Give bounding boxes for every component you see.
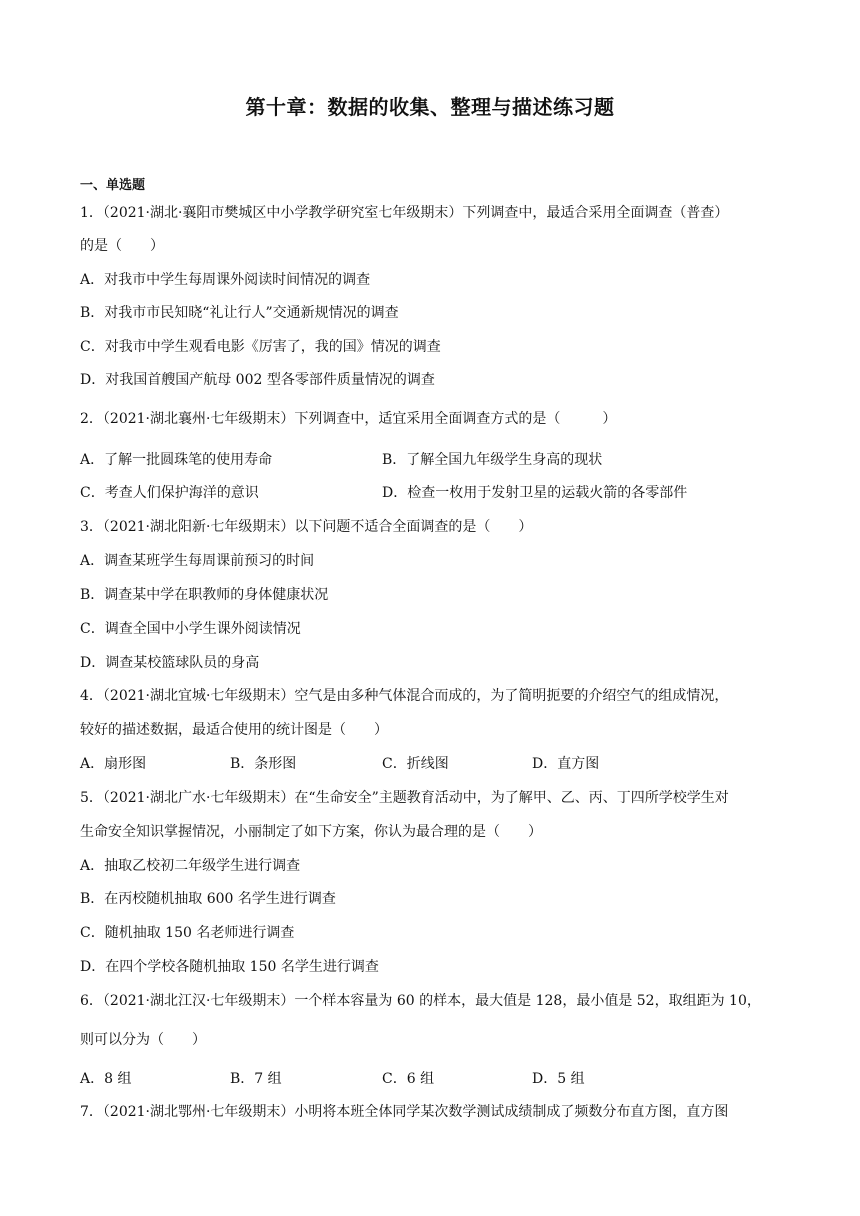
question-4-option-d: D．直方图 <box>532 756 600 772</box>
question-4-option-c: C．折线图 <box>382 756 449 772</box>
question-4-option-b: B．条形图 <box>230 756 297 772</box>
question-1-stem-continued: 的是（ ） <box>80 238 164 254</box>
question-6-option-a: A．8 组 <box>80 1071 132 1087</box>
question-3-option-a: A．调查某班学生每周课前预习的时间 <box>80 553 315 569</box>
question-4-stem-continued: 较好的描述数据，最适合使用的统计图是（ ） <box>80 722 388 738</box>
question-1-option-b: B．对我市市民知晓“礼让行人”交通新规情况的调查 <box>80 305 399 321</box>
question-6-stem-continued: 则可以分为（ ） <box>80 1032 206 1048</box>
question-7-stem: 7．（2021·湖北鄂州·七年级期末）小明将本班全体同学某次数学测试成绩制成了频数分布直方图，直方图 <box>80 1104 729 1120</box>
question-5-option-a: A．抽取乙校初二年级学生进行调查 <box>80 858 301 874</box>
page-title: 第十章：数据的收集、整理与描述练习题 <box>245 95 615 119</box>
question-2-option-c: C．考查人们保护海洋的意识 <box>80 485 259 501</box>
question-5-stem: 5．（2021·湖北广水·七年级期末）在“生命安全”主题教育活动中，为了解甲、乙、丙、丁四所学校学生对 <box>80 790 729 806</box>
question-2-option-d: D．检查一枚用于发射卫星的运载火箭的各零部件 <box>382 485 688 501</box>
question-3-stem: 3．（2021·湖北阳新·七年级期末）以下问题不适合全面调查的是（ ） <box>80 519 533 535</box>
question-5-option-d: D．在四个学校各随机抽取 150 名学生进行调查 <box>80 959 379 975</box>
question-2-option-a: A．了解一批圆珠笔的使用寿命 <box>80 452 273 468</box>
question-6-option-d: D．5 组 <box>532 1071 585 1087</box>
question-5-stem-continued: 生命安全知识掌握情况，小丽制定了如下方案，你认为最合理的是（ ） <box>80 824 542 840</box>
question-2-option-b: B．了解全国九年级学生身高的现状 <box>382 452 603 468</box>
question-3-option-c: C．调查全国中小学生课外阅读情况 <box>80 621 301 637</box>
question-3-option-b: B．调查某中学在职教师的身体健康状况 <box>80 587 329 603</box>
question-1-option-a: A．对我市中学生每周课外阅读时间情况的调查 <box>80 272 371 288</box>
question-1-option-d: D．对我国首艘国产航母 002 型各零部件质量情况的调查 <box>80 372 435 388</box>
question-6-option-c: C．6 组 <box>382 1071 435 1087</box>
question-3-option-d: D．调查某校篮球队员的身高 <box>80 655 260 671</box>
question-1-option-c: C．对我市中学生观看电影《厉害了，我的国》情况的调查 <box>80 339 441 355</box>
question-6-option-b: B．7 组 <box>230 1071 282 1087</box>
question-2-stem: 2．（2021·湖北襄州·七年级期末）下列调查中，适宜采用全面调查方式的是（ ） <box>80 411 617 427</box>
question-5-option-b: B．在丙校随机抽取 600 名学生进行调查 <box>80 891 336 907</box>
question-1-stem: 1．（2021·湖北·襄阳市樊城区中小学教学研究室七年级期末）下列调查中，最适合采用全面调查（普查） <box>80 205 729 221</box>
section-heading: 一、单选题 <box>80 178 146 193</box>
question-4-stem: 4．（2021·湖北宜城·七年级期末）空气是由多种气体混合而成的，为了简明扼要的介绍空气的组成情况， <box>80 688 729 704</box>
question-6-stem: 6．（2021·湖北江汉·七年级期末）一个样本容量为 60 的样本，最大值是 128，最小值是 52，取组距为 10， <box>80 993 761 1009</box>
question-5-option-c: C．随机抽取 150 名老师进行调查 <box>80 925 295 941</box>
question-4-option-a: A．扇形图 <box>80 756 147 772</box>
